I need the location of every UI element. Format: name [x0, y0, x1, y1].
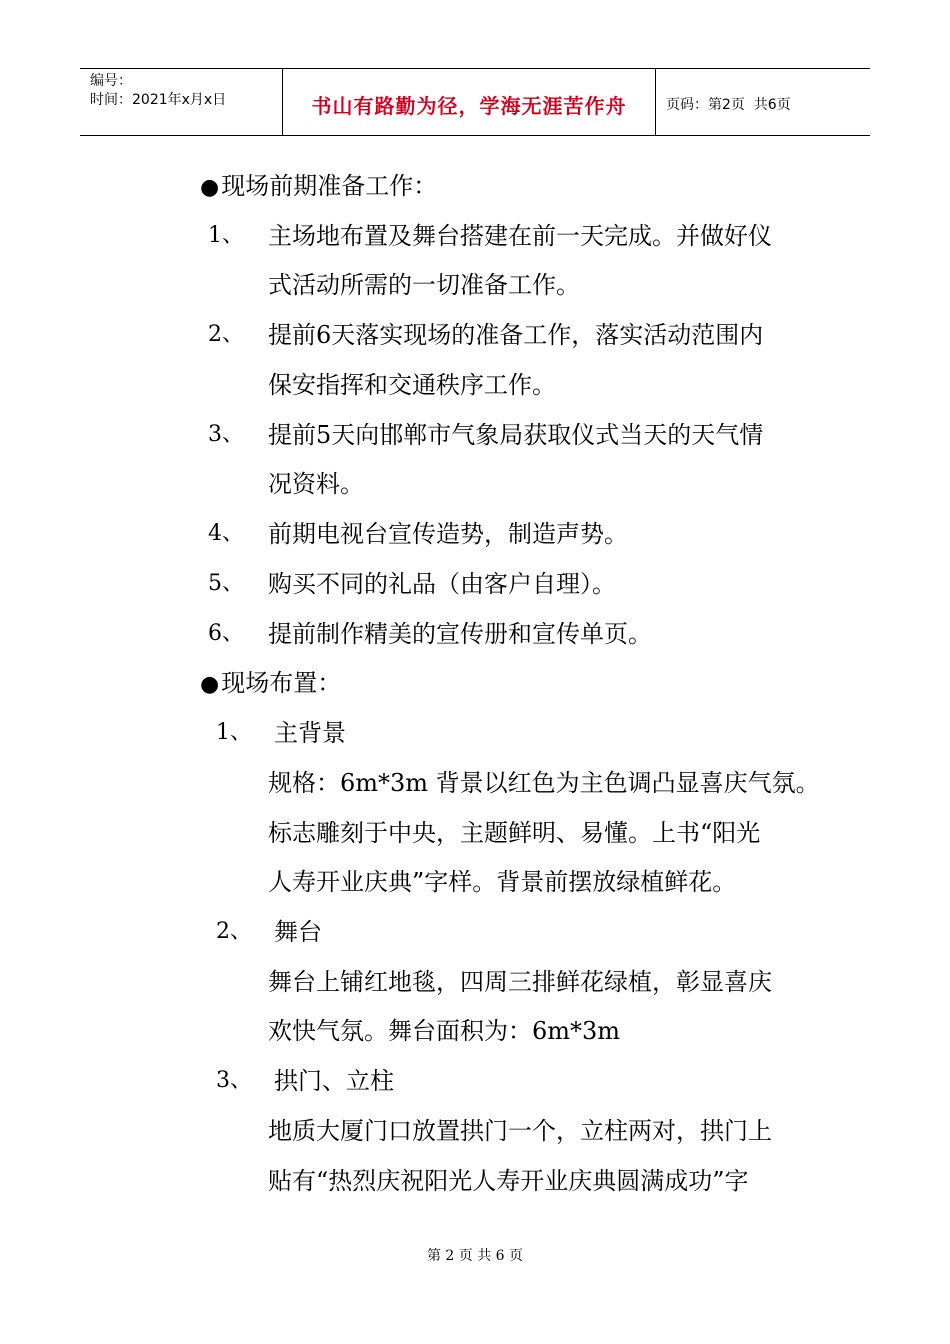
item-number: 4、 — [208, 521, 244, 546]
section-title — [200, 171, 437, 203]
item-text-line: 贴有“热烈庆祝阳光人寿开业庆典圆满成功”字 — [268, 1167, 749, 1195]
item-text-line: 提前5天向邯郸市气象局获取仪式当天的天气情 — [268, 421, 764, 449]
item-text-line: 地质大厦门口放置拱门一个，立柱两对，拱门上 — [268, 1117, 772, 1145]
header-motto: 书山有路勤为径，学海无涯苦作舟 — [283, 69, 656, 135]
item-text-line: 规格：6m*3m 背景以红色为主色调凸显喜庆气氛。 — [268, 769, 820, 797]
item-text-line: 人寿开业庆典”字样。背景前摆放绿植鲜花。 — [268, 868, 737, 896]
item-text-line: 保安指挥和交通秩序工作。 — [268, 371, 556, 399]
item-number: 3、 — [208, 422, 244, 447]
section-title-text: 现场前期准备工作： — [221, 172, 438, 200]
item-number: 1、 — [216, 720, 252, 745]
item-number: 6、 — [208, 621, 244, 646]
item-text-line: 欢快气氛。舞台面积为：6m*3m — [268, 1017, 621, 1045]
item-text-line: 前期电视台宣传造势，制造声势。 — [268, 520, 628, 548]
bullet-icon: ● — [200, 672, 220, 697]
page-footer: 第 2 页 共 6 页 — [426, 1248, 524, 1264]
document-date-label: 时间：2021年x月x日 — [90, 92, 227, 108]
section-title-text: 现场布置： — [221, 669, 342, 697]
item-text-line: 舞台上铺红地毯，四周三排鲜花绿植，彰显喜庆 — [268, 968, 772, 996]
item-text-line: 提前制作精美的宣传册和宣传单页。 — [268, 620, 652, 648]
item-heading: 主背景 — [274, 719, 346, 747]
item-text-line: 购买不同的礼品（由客户自理）。 — [268, 570, 616, 598]
header-page-info: 页码：第2页 共6页 — [666, 97, 791, 113]
item-number: 5、 — [208, 571, 244, 596]
item-text-line: 标志雕刻于中央，主题鲜明、易懂。上书“阳光 — [268, 819, 761, 847]
item-text-line: 提前6天落实现场的准备工作，落实活动范围内 — [268, 321, 764, 349]
item-text-line: 式活动所需的一切准备工作。 — [268, 271, 580, 299]
bullet-icon: ● — [200, 175, 220, 200]
item-number: 3、 — [216, 1068, 252, 1093]
item-text-line: 况资料。 — [268, 470, 364, 498]
item-heading: 舞台 — [274, 918, 322, 946]
item-text-line: 主场地布置及舞台搭建在前一天完成。并做好仪 — [268, 222, 772, 250]
item-number: 2、 — [208, 322, 244, 347]
document-number-label: 编号： — [90, 73, 132, 89]
item-heading: 拱门、立柱 — [274, 1067, 394, 1095]
section-title — [200, 668, 341, 700]
item-number: 2、 — [216, 919, 252, 944]
item-number: 1、 — [208, 223, 244, 248]
